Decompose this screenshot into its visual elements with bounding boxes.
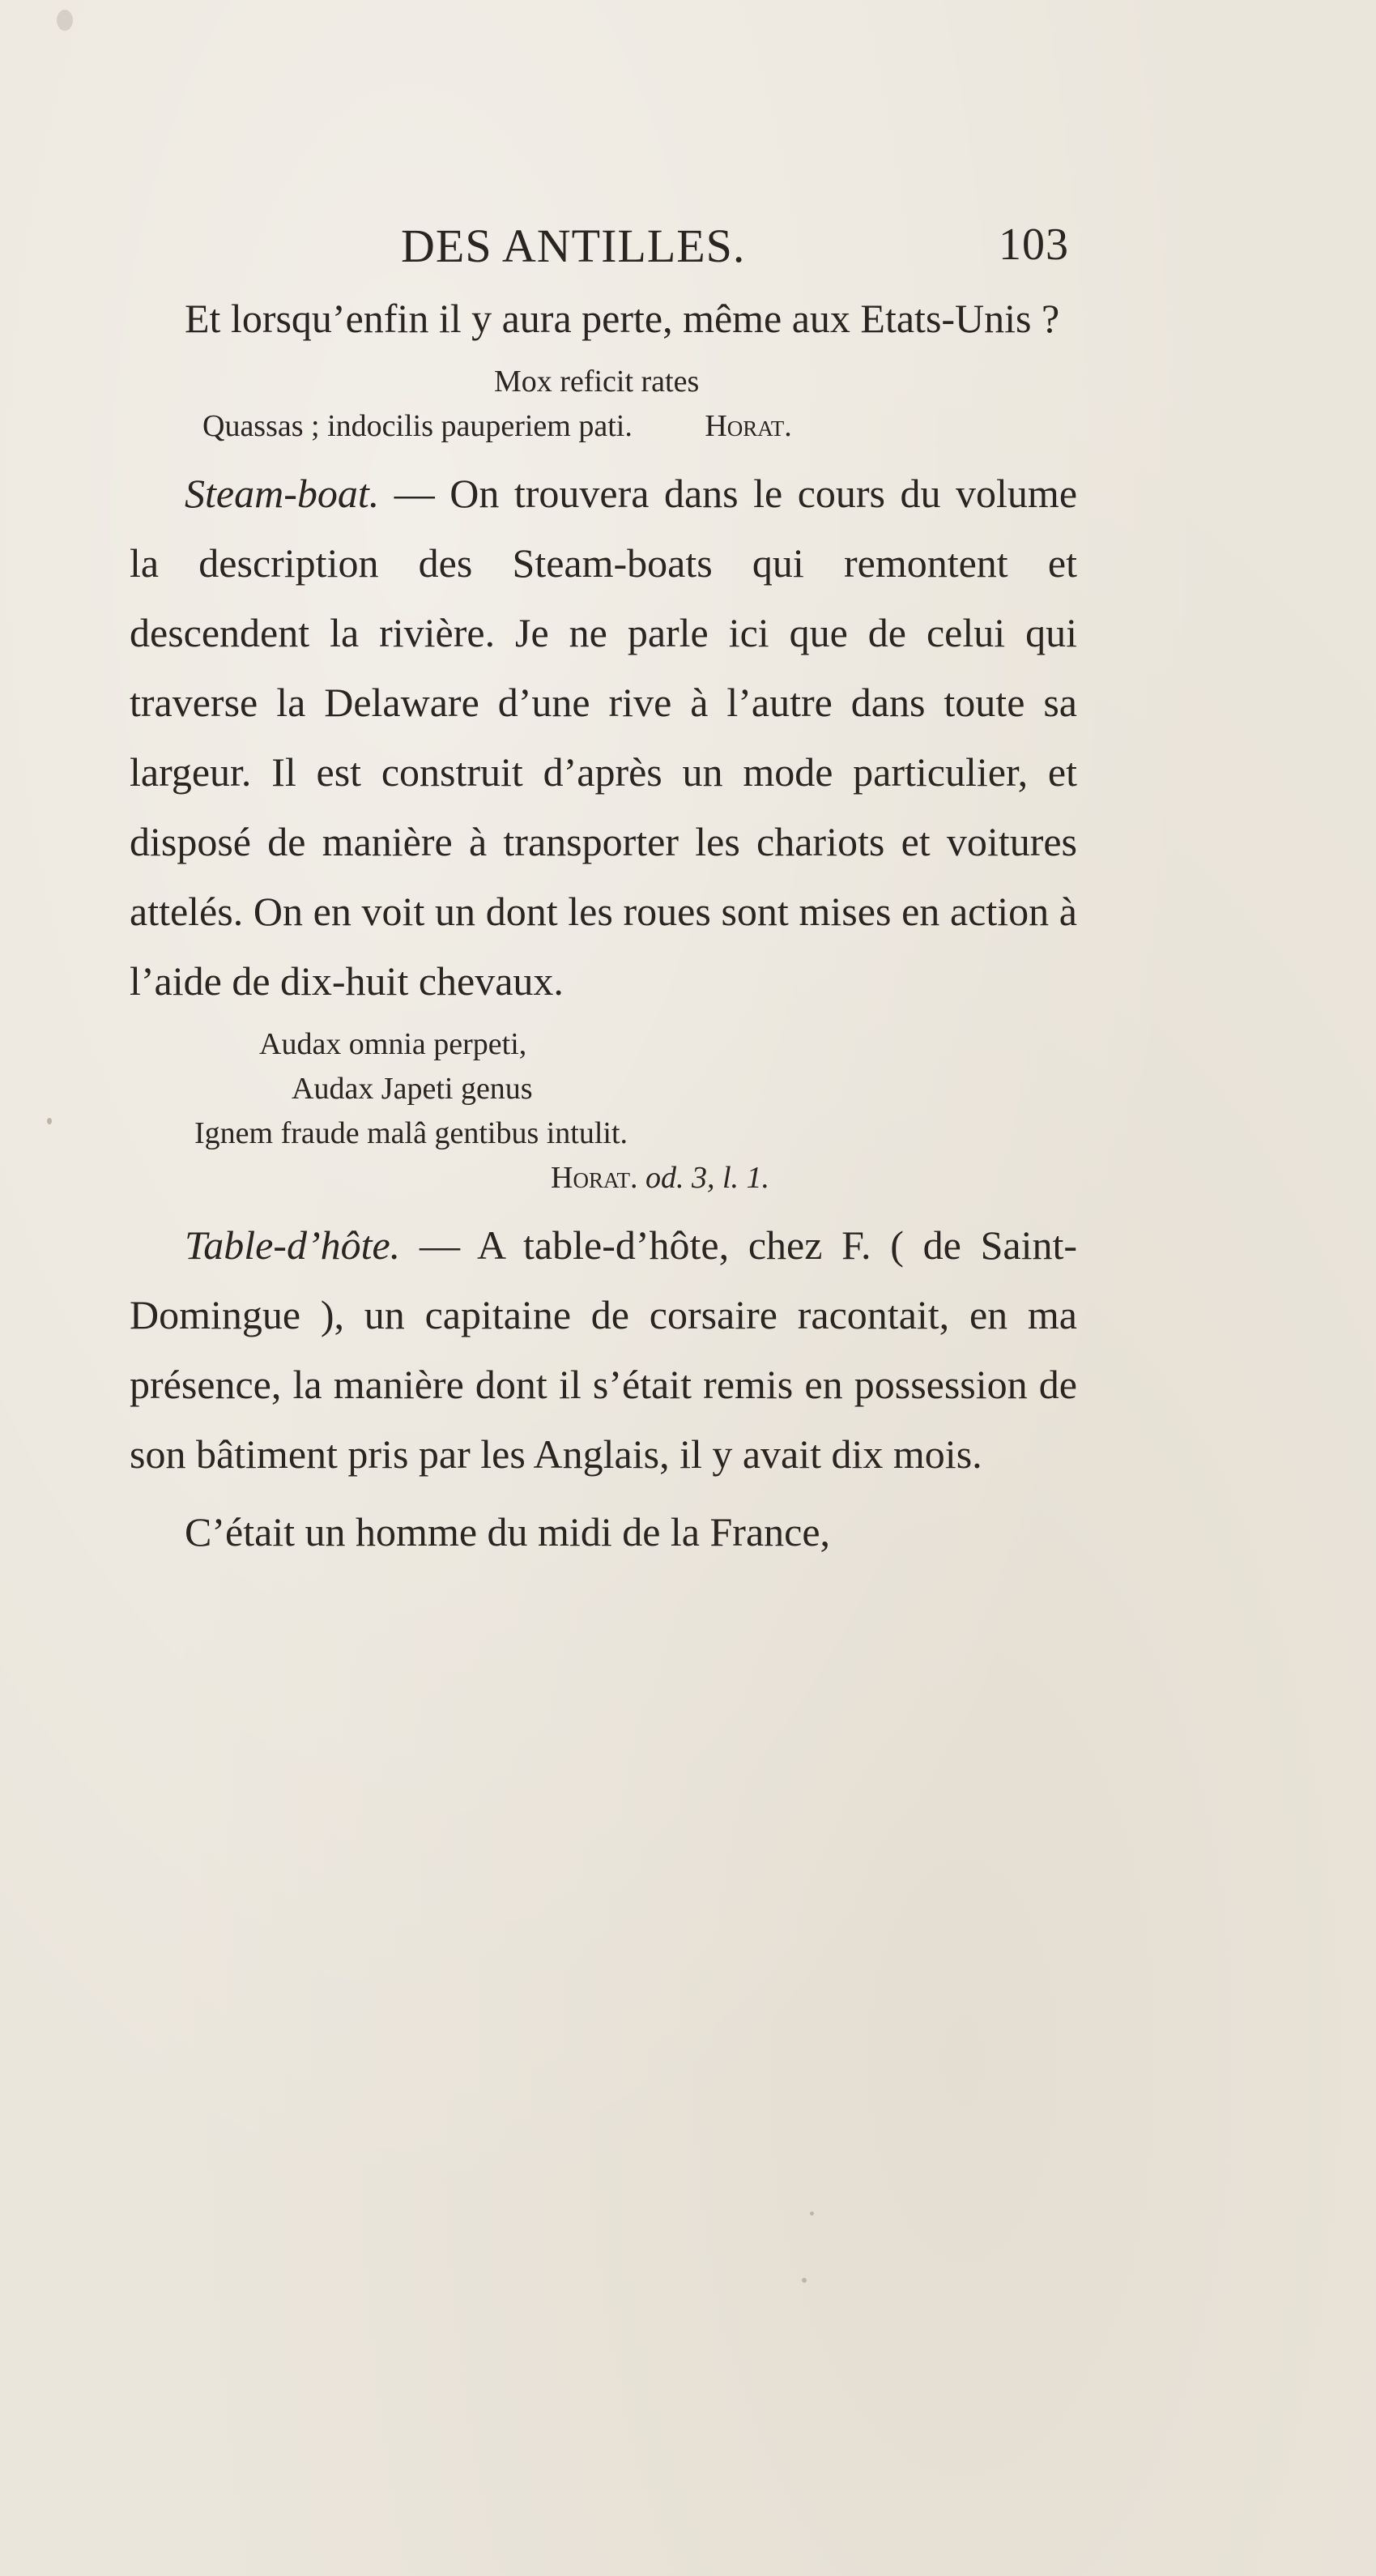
intro-text: Et lorsqu’enfin il y aura perte, même aux Etats-Unis ?	[185, 296, 1060, 341]
quote-line	[130, 404, 1077, 449]
paper-speck	[47, 1118, 52, 1124]
section-dash: —	[394, 471, 435, 516]
paper-speck	[810, 2211, 814, 2216]
steam-boat-heading: Steam-boat.	[185, 471, 380, 516]
quote-reference: od. 3, l. 1.	[645, 1161, 770, 1195]
running-title: DES ANTILLES.	[401, 220, 746, 272]
page-header	[130, 219, 1077, 284]
quote-author: Horat.	[551, 1161, 638, 1195]
horace-quote-2	[130, 1022, 1077, 1201]
table-hote-paragraph	[130, 1210, 1077, 1489]
quote-line: Audax omnia perpeti,	[259, 1027, 527, 1061]
paper-speck	[57, 10, 73, 31]
page-number: 103	[999, 220, 1069, 270]
paper-speck	[802, 2278, 807, 2283]
page-text	[130, 219, 1077, 1567]
quote-author: Horat.	[705, 409, 792, 443]
quote-line-text: Quassas ; indocilis pauperiem pati.	[202, 409, 633, 443]
intro-paragraph	[130, 284, 1077, 353]
quote-line: Audax Japeti genus	[292, 1072, 533, 1106]
last-paragraph	[130, 1497, 1077, 1567]
section-dash: —	[419, 1222, 460, 1268]
quote-line: Ignem fraude malâ gentibus intulit.	[194, 1116, 628, 1150]
horace-quote-1	[130, 360, 1077, 449]
last-paragraph-text: C’était un homme du midi de la France,	[185, 1509, 831, 1555]
steam-boat-paragraph	[130, 458, 1077, 1016]
quote-citation	[130, 1156, 1077, 1201]
steam-boat-text: On trouvera dans le cours du volume la description des Steam-boats qui remontent et descendent la rivière. Je ne parle ici que de celui qui traverse la Delaware d’une rive à l’autre dans toute sa largeur. Il est construit d’après un mode particulier, et disposé de manière à transporter les chariots et voitures attelés. On en voit un dont les roues sont mises en action à l’aide de dix-huit chevaux.	[130, 471, 1078, 1004]
quote-line: Mox reficit rates	[494, 365, 700, 399]
table-hote-text: A table-d’hôte, chez F. ( de Saint-Domingue ), un capitaine de corsaire racontait, en ma présence, la manière dont il s’était remis en possession de son bâtiment pris par les Anglais, il y avait dix mois.	[130, 1222, 1077, 1477]
table-hote-heading: Table-d’hôte.	[185, 1222, 401, 1268]
